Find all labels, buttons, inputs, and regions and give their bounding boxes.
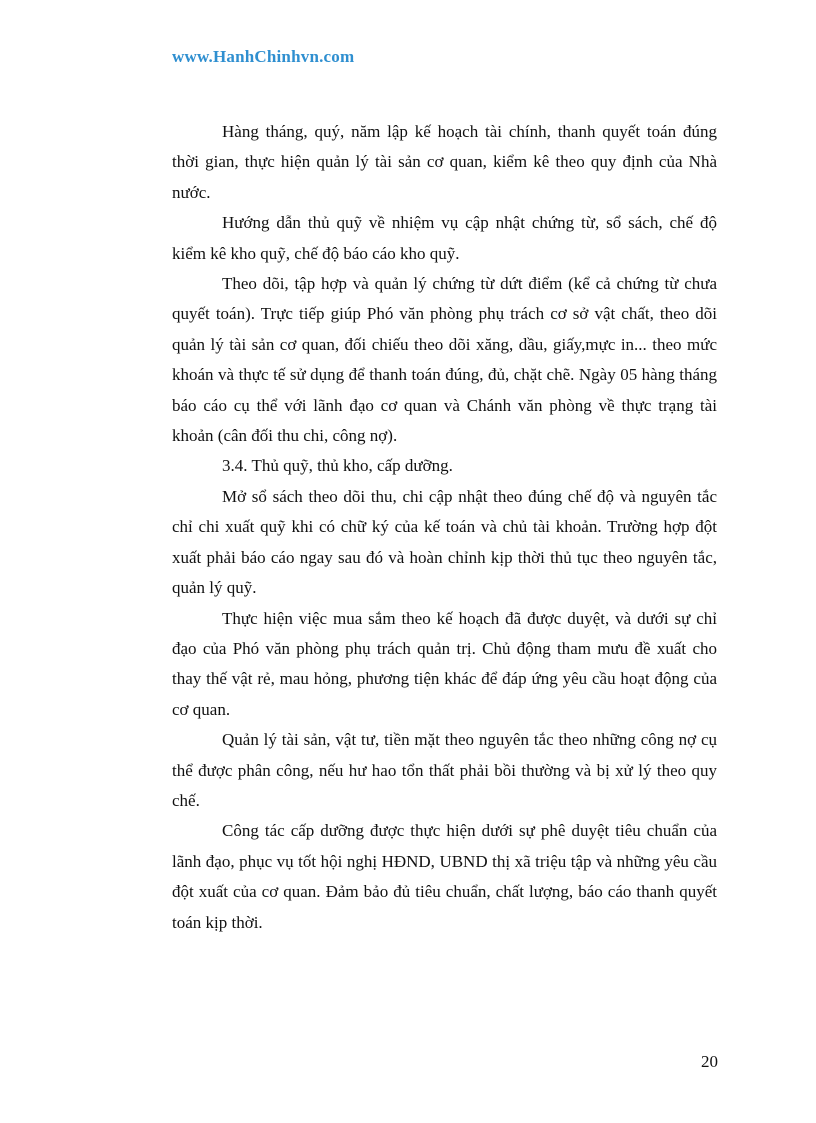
paragraph-financial-planning: Hàng tháng, quý, năm lập kế hoạch tài chính, thanh quyết toán đúng thời gian, thực hiện quản lý tài sản cơ quan, kiểm kê theo quy định của Nhà nước. (172, 122, 717, 202)
paragraph-catering: Công tác cấp dưỡng được thực hiện dưới sự phê duyệt tiêu chuẩn của lãnh đạo, phục vụ tốt hội nghị HĐND, UBND thị xã triệu tập và những yêu cầu đột xuất của cơ quan. Đảm bảo đủ tiêu chuẩn, chất lượng, báo cáo thanh quyết toán kịp thời. (172, 821, 717, 932)
paragraph-document-tracking: Theo dõi, tập hợp và quản lý chứng từ dứt điểm (kể cả chứng từ chưa quyết toán). Trực tiếp giúp Phó văn phòng phụ trách cơ sở vật chất, theo dõi quản lý tài sản cơ quan, đối chiếu theo dõi xăng, dầu, giấy,mực in... theo mức khoán và thực tế sử dụng để thanh toán đúng, đủ, chặt chẽ. Ngày 05 hàng tháng báo cáo cụ thể với lãnh đạo cơ quan và Chánh văn phòng về thực trạng tài khoản (cân đối thu chi, công nợ). (172, 274, 717, 446)
document-body (172, 117, 717, 938)
section-heading-3-4: 3.4. Thủ quỹ, thủ kho, cấp dưỡng. (222, 456, 453, 476)
paragraph-ledger-management: Mở sổ sách theo dõi thu, chi cập nhật theo đúng chế độ và nguyên tắc chỉ chi xuất quỹ khi có chữ ký của kế toán và chủ tài khoản. Trường hợp đột xuất phải báo cáo ngay sau đó và hoàn chỉnh kịp thời thủ tục theo nguyên tắc, quản lý quỹ. (172, 486, 717, 598)
website-link[interactable]: www.HanhChinhvn.com (172, 47, 355, 66)
paragraph-asset-management: Quản lý tài sản, vật tư, tiền mặt theo nguyên tắc theo những công nợ cụ thể được phân công, nếu hư hao tổn thất phải bồi thường và bị xử lý theo quy chế. (172, 730, 717, 810)
paragraph-cashier-guidance: Hướng dẫn thủ quỹ về nhiệm vụ cập nhật chứng từ, sổ sách, chế độ kiểm kê kho quỹ, chế độ báo cáo kho quỹ. (172, 213, 717, 263)
paragraph-procurement: Thực hiện việc mua sắm theo kế hoạch đã được duyệt, và dưới sự chỉ đạo của Phó văn phòng phụ trách quản trị. Chủ động tham mưu đề xuất cho thay thế vật rẻ, mau hỏng, phương tiện khác để đáp ứng yêu cầu hoạt động của cơ quan. (172, 608, 717, 719)
page-number: 20 (701, 1052, 718, 1071)
